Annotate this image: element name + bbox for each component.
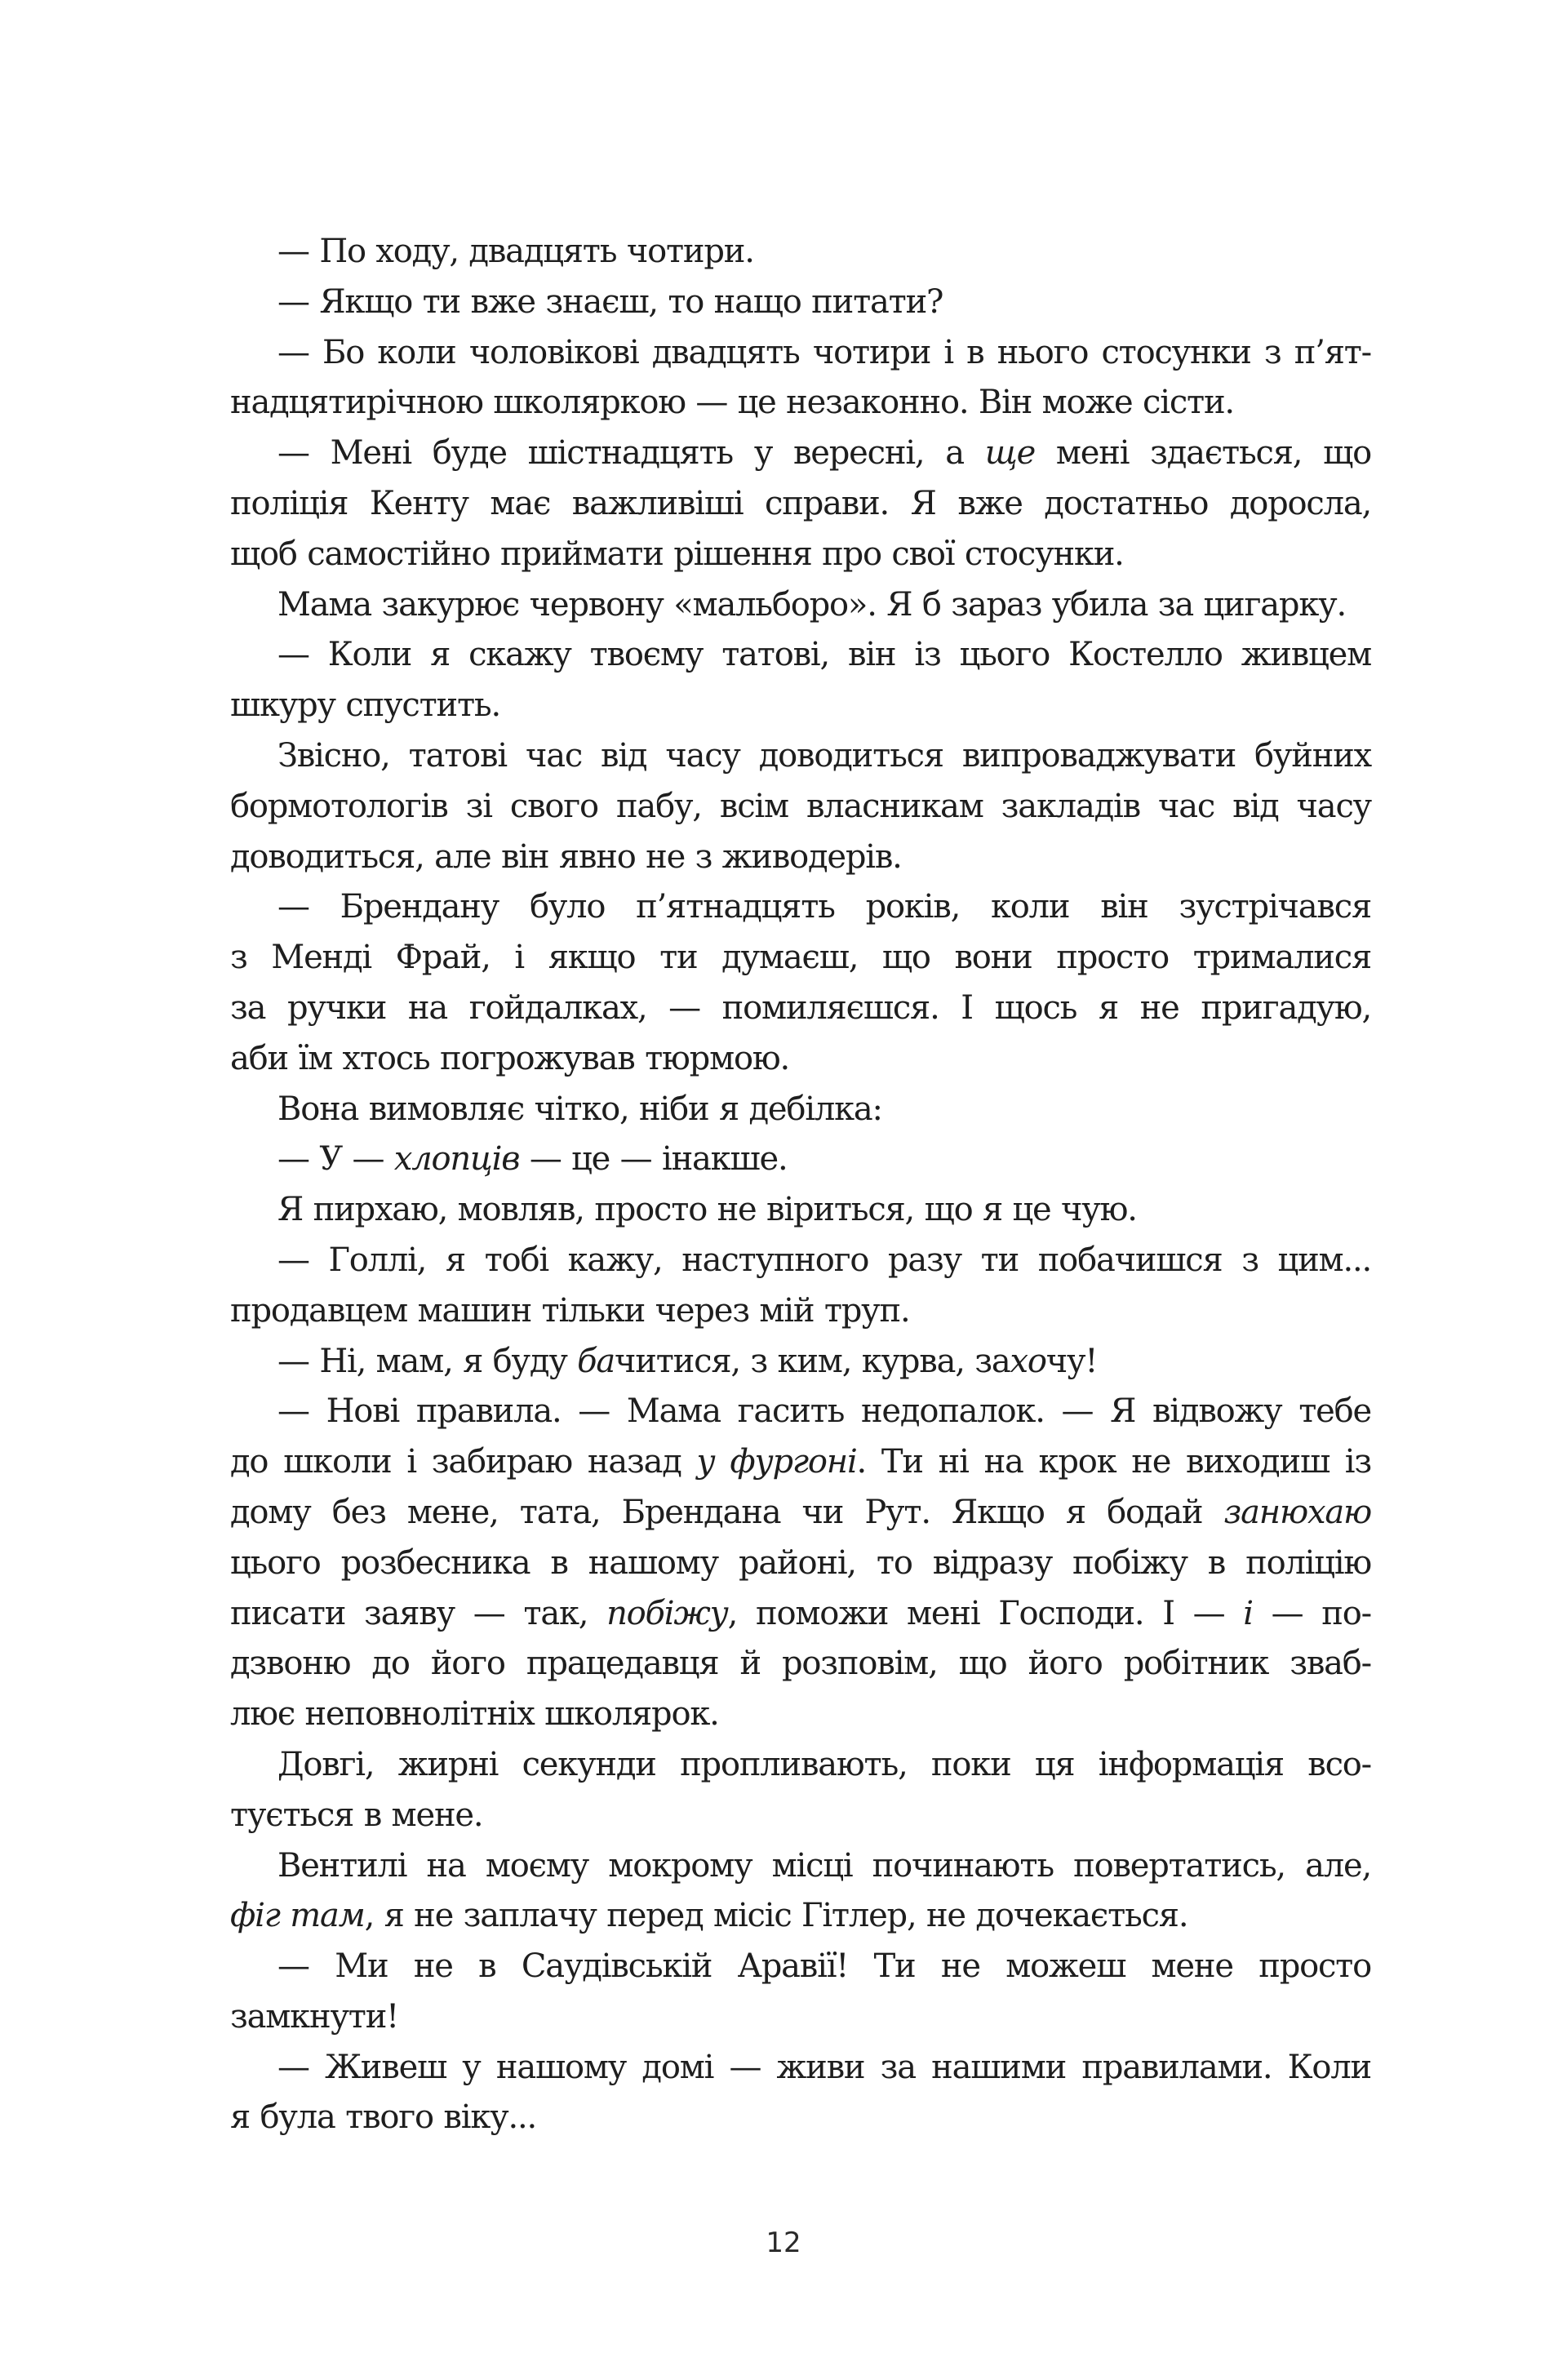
text-line bbox=[230, 1942, 1371, 1992]
text-segment: я була твого віку... bbox=[230, 2098, 537, 2137]
text-line bbox=[230, 1034, 1371, 1085]
text-segment: — Нові правила. — Мама гасить недопалок. — Я відвожу тебе bbox=[277, 1392, 1371, 1431]
text-segment: щоб самостійно приймати рішення про свої стосунки. bbox=[230, 535, 1124, 573]
emphasized-text: ще bbox=[984, 434, 1036, 473]
text-segment: , поможи мені Господи. І — bbox=[727, 1594, 1244, 1632]
text-segment: Вентилі на моєму мокрому місці починають повертатись, але, bbox=[277, 1846, 1371, 1885]
text-line bbox=[230, 1437, 1371, 1488]
text-line bbox=[230, 378, 1371, 428]
text-line bbox=[230, 428, 1371, 479]
text-segment: цього розбесника в нашому районі, то відразу побіжу в поліцію bbox=[230, 1543, 1371, 1582]
emphasized-text: ба bbox=[577, 1342, 615, 1380]
text-segment: Довгі, жирні секунди пропливають, поки ця інформація всо- bbox=[277, 1745, 1371, 1783]
text-segment: тується в мене. bbox=[230, 1796, 483, 1834]
text-line bbox=[230, 1992, 1371, 2043]
text-segment: Мама закурює червону «мальборо». Я б зараз убила за цигарку. bbox=[277, 585, 1346, 624]
text-line bbox=[230, 1690, 1371, 1740]
text-segment: писати заяву — так, bbox=[230, 1594, 607, 1632]
text-line bbox=[230, 1639, 1371, 1690]
text-segment: — У — bbox=[277, 1140, 394, 1179]
emphasized-text: хлопців bbox=[393, 1140, 520, 1179]
text-segment: Вона вимовляє чітко, ніби я дебілка: bbox=[277, 1090, 882, 1128]
text-segment: — Бо коли чоловікові двадцять чотири і в нього стосунки з п’ят- bbox=[277, 333, 1371, 371]
text-line bbox=[230, 328, 1371, 379]
text-line bbox=[230, 2043, 1371, 2094]
text-segment: . Ти ні на крок не виходиш із bbox=[856, 1443, 1371, 1481]
text-line bbox=[230, 1337, 1371, 1388]
text-line bbox=[230, 1236, 1371, 1286]
text-segment: дому без мене, тата, Брендана чи Рут. Якщо я бодай bbox=[230, 1493, 1224, 1531]
text-line bbox=[230, 580, 1371, 631]
text-segment: аби їм хтось погрожував тюрмою. bbox=[230, 1039, 790, 1077]
text-segment: — Брендану було п’ятнадцять років, коли він зустрічався bbox=[277, 888, 1371, 926]
text-line bbox=[230, 1791, 1371, 1841]
text-segment: бормотологів зі свого пабу, всім власникам закладів час від часу bbox=[230, 787, 1371, 825]
emphasized-text: фіг там bbox=[230, 1897, 365, 1935]
text-segment: — це — інакше. bbox=[519, 1140, 788, 1179]
text-segment: — Живеш у нашому домі — живи за нашими правилами. Коли bbox=[277, 2048, 1371, 2086]
text-segment: чу! bbox=[1045, 1342, 1098, 1380]
text-segment: , я не заплачу перед місіс Гітлер, не дочекається. bbox=[364, 1897, 1188, 1935]
text-segment: до школи і забираю назад bbox=[230, 1443, 697, 1481]
text-segment: — по- bbox=[1252, 1594, 1371, 1632]
text-line bbox=[230, 933, 1371, 984]
text-segment: поліція Кенту має важливіші справи. Я вже достатньо доросла, bbox=[230, 484, 1371, 522]
emphasized-text: побіжу bbox=[606, 1594, 728, 1632]
text-line bbox=[230, 479, 1371, 530]
text-segment: — Мені буде шістнадцять у вересні, а bbox=[277, 434, 985, 473]
text-line bbox=[230, 1740, 1371, 1791]
emphasized-text: у фургоні bbox=[696, 1443, 857, 1481]
text-line bbox=[230, 782, 1371, 833]
text-line bbox=[230, 731, 1371, 782]
text-line bbox=[230, 984, 1371, 1034]
text-line bbox=[230, 681, 1371, 731]
text-line bbox=[230, 1387, 1371, 1437]
page-number: 12 bbox=[766, 2227, 801, 2259]
text-segment: — Якщо ти вже знаєш, то нащо питати? bbox=[277, 282, 943, 321]
text-segment: доводиться, але він явно не з живодерів. bbox=[230, 837, 902, 876]
text-line bbox=[230, 530, 1371, 580]
text-segment: з Менді Фрай, і якщо ти думаєш, що вони просто трималися bbox=[230, 939, 1371, 977]
text-segment: дзвоню до його працедавця й розповім, що його робітник зваб- bbox=[230, 1645, 1371, 1683]
text-segment: за ручки на гойдалках, — помиляєшся. І щось я не пригадую, bbox=[230, 988, 1371, 1027]
text-segment: читися, з ким, курва, за bbox=[615, 1342, 1010, 1380]
text-segment: шкуру спустить. bbox=[230, 686, 500, 725]
text-segment: мені здається, що bbox=[1035, 434, 1371, 473]
text-line bbox=[230, 278, 1371, 328]
text-line bbox=[230, 833, 1371, 883]
text-segment: Звісно, татові час від часу доводиться випроваджувати буйних bbox=[277, 736, 1371, 775]
page-body-text bbox=[230, 227, 1371, 2143]
text-segment: — Ні, мам, я буду bbox=[277, 1342, 578, 1380]
text-line bbox=[230, 227, 1371, 278]
text-line bbox=[230, 1488, 1371, 1539]
text-line bbox=[230, 1841, 1371, 1892]
text-segment: — По ходу, двадцять чотири. bbox=[277, 233, 754, 270]
text-segment: Я пирхаю, мовляв, просто не віриться, що я це чую. bbox=[277, 1191, 1137, 1229]
text-segment: замкнути! bbox=[230, 1997, 399, 2036]
text-line bbox=[230, 2093, 1371, 2143]
text-line bbox=[230, 1539, 1371, 1589]
text-segment: — Ми не в Саудівській Аравії! Ти не можеш мене просто bbox=[277, 1947, 1371, 1986]
text-segment: лює неповнолітніх школярок. bbox=[230, 1695, 719, 1734]
text-segment: — Голлі, я тобі кажу, наступного разу ти побачишся з цим... bbox=[277, 1241, 1371, 1279]
text-line bbox=[230, 1286, 1371, 1337]
text-line bbox=[230, 1134, 1371, 1185]
text-segment: — Коли я скажу твоєму татові, він із цього Костелло живцем bbox=[277, 636, 1371, 674]
text-line bbox=[230, 1085, 1371, 1135]
text-line bbox=[230, 1891, 1371, 1942]
text-segment: надцятирічною школяркою — це незаконно. Він може сісти. bbox=[230, 384, 1234, 422]
emphasized-text: і bbox=[1243, 1594, 1253, 1632]
emphasized-text: хо bbox=[1010, 1342, 1046, 1380]
emphasized-text: занюхаю bbox=[1223, 1493, 1371, 1531]
text-line bbox=[230, 630, 1371, 681]
text-line bbox=[230, 882, 1371, 933]
text-line bbox=[230, 1589, 1371, 1640]
text-segment: продавцем машин тільки через мій труп. bbox=[230, 1291, 910, 1330]
text-line bbox=[230, 1185, 1371, 1236]
